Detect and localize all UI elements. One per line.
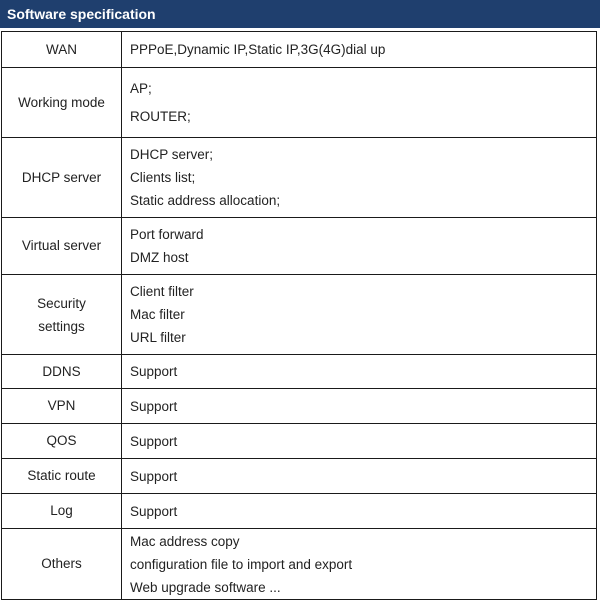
value-line: Mac filter bbox=[130, 307, 185, 322]
value-line: Support bbox=[130, 468, 178, 484]
value-line: Support bbox=[130, 364, 178, 379]
row-values bbox=[122, 68, 597, 138]
value-line: ROUTER; bbox=[130, 108, 191, 124]
table-row bbox=[2, 494, 597, 529]
value-line: configuration file to import and export bbox=[130, 556, 353, 572]
row-label-line: Security bbox=[37, 295, 86, 311]
section-header bbox=[0, 0, 600, 28]
value-line: Web upgrade software ... bbox=[130, 579, 281, 595]
row-label: Others bbox=[2, 529, 122, 600]
row-label: VPN bbox=[2, 389, 122, 424]
value-line: DHCP server; bbox=[130, 147, 214, 162]
row-values bbox=[122, 32, 597, 68]
section-title: Software specification bbox=[7, 6, 156, 22]
row-label: WAN bbox=[2, 32, 122, 68]
value-line: Support bbox=[130, 433, 178, 449]
table-row bbox=[2, 32, 597, 68]
table-row bbox=[2, 529, 597, 600]
row-values bbox=[122, 389, 597, 424]
table-row bbox=[2, 424, 597, 459]
row-values bbox=[122, 218, 597, 275]
row-label: Virtual server bbox=[2, 218, 122, 275]
value-line: Port forward bbox=[130, 227, 204, 242]
row-label: QOS bbox=[2, 424, 122, 459]
row-label: Working mode bbox=[2, 68, 122, 138]
value-line: Static address allocation; bbox=[130, 193, 281, 208]
value-line: Client filter bbox=[130, 284, 194, 299]
row-label-line: settings bbox=[38, 318, 85, 334]
table-row bbox=[2, 218, 597, 275]
table-row bbox=[2, 68, 597, 138]
value-line: Support bbox=[130, 503, 178, 519]
table-row bbox=[2, 459, 597, 494]
row-values bbox=[122, 529, 597, 600]
row-label: Log bbox=[2, 494, 122, 529]
row-values bbox=[122, 424, 597, 459]
value-line: DMZ host bbox=[130, 250, 189, 265]
table-row bbox=[2, 275, 597, 355]
value-line: PPPoE,Dynamic IP,Static IP,3G(4G)dial up bbox=[130, 42, 386, 57]
row-label bbox=[2, 275, 122, 355]
value-line: AP; bbox=[130, 80, 152, 96]
value-line: Support bbox=[130, 398, 178, 414]
table-row bbox=[2, 389, 597, 424]
row-label: Static route bbox=[2, 459, 122, 494]
row-values bbox=[122, 459, 597, 494]
table-row bbox=[2, 138, 597, 218]
table-row bbox=[2, 355, 597, 389]
row-label: DDNS bbox=[2, 355, 122, 389]
value-line: Clients list; bbox=[130, 170, 196, 185]
row-values bbox=[122, 275, 597, 355]
row-values bbox=[122, 355, 597, 389]
value-line: URL filter bbox=[130, 330, 186, 345]
row-values bbox=[122, 138, 597, 218]
value-line: Mac address copy bbox=[130, 533, 240, 549]
row-label: DHCP server bbox=[2, 138, 122, 218]
row-values bbox=[122, 494, 597, 529]
spec-table bbox=[1, 31, 597, 600]
